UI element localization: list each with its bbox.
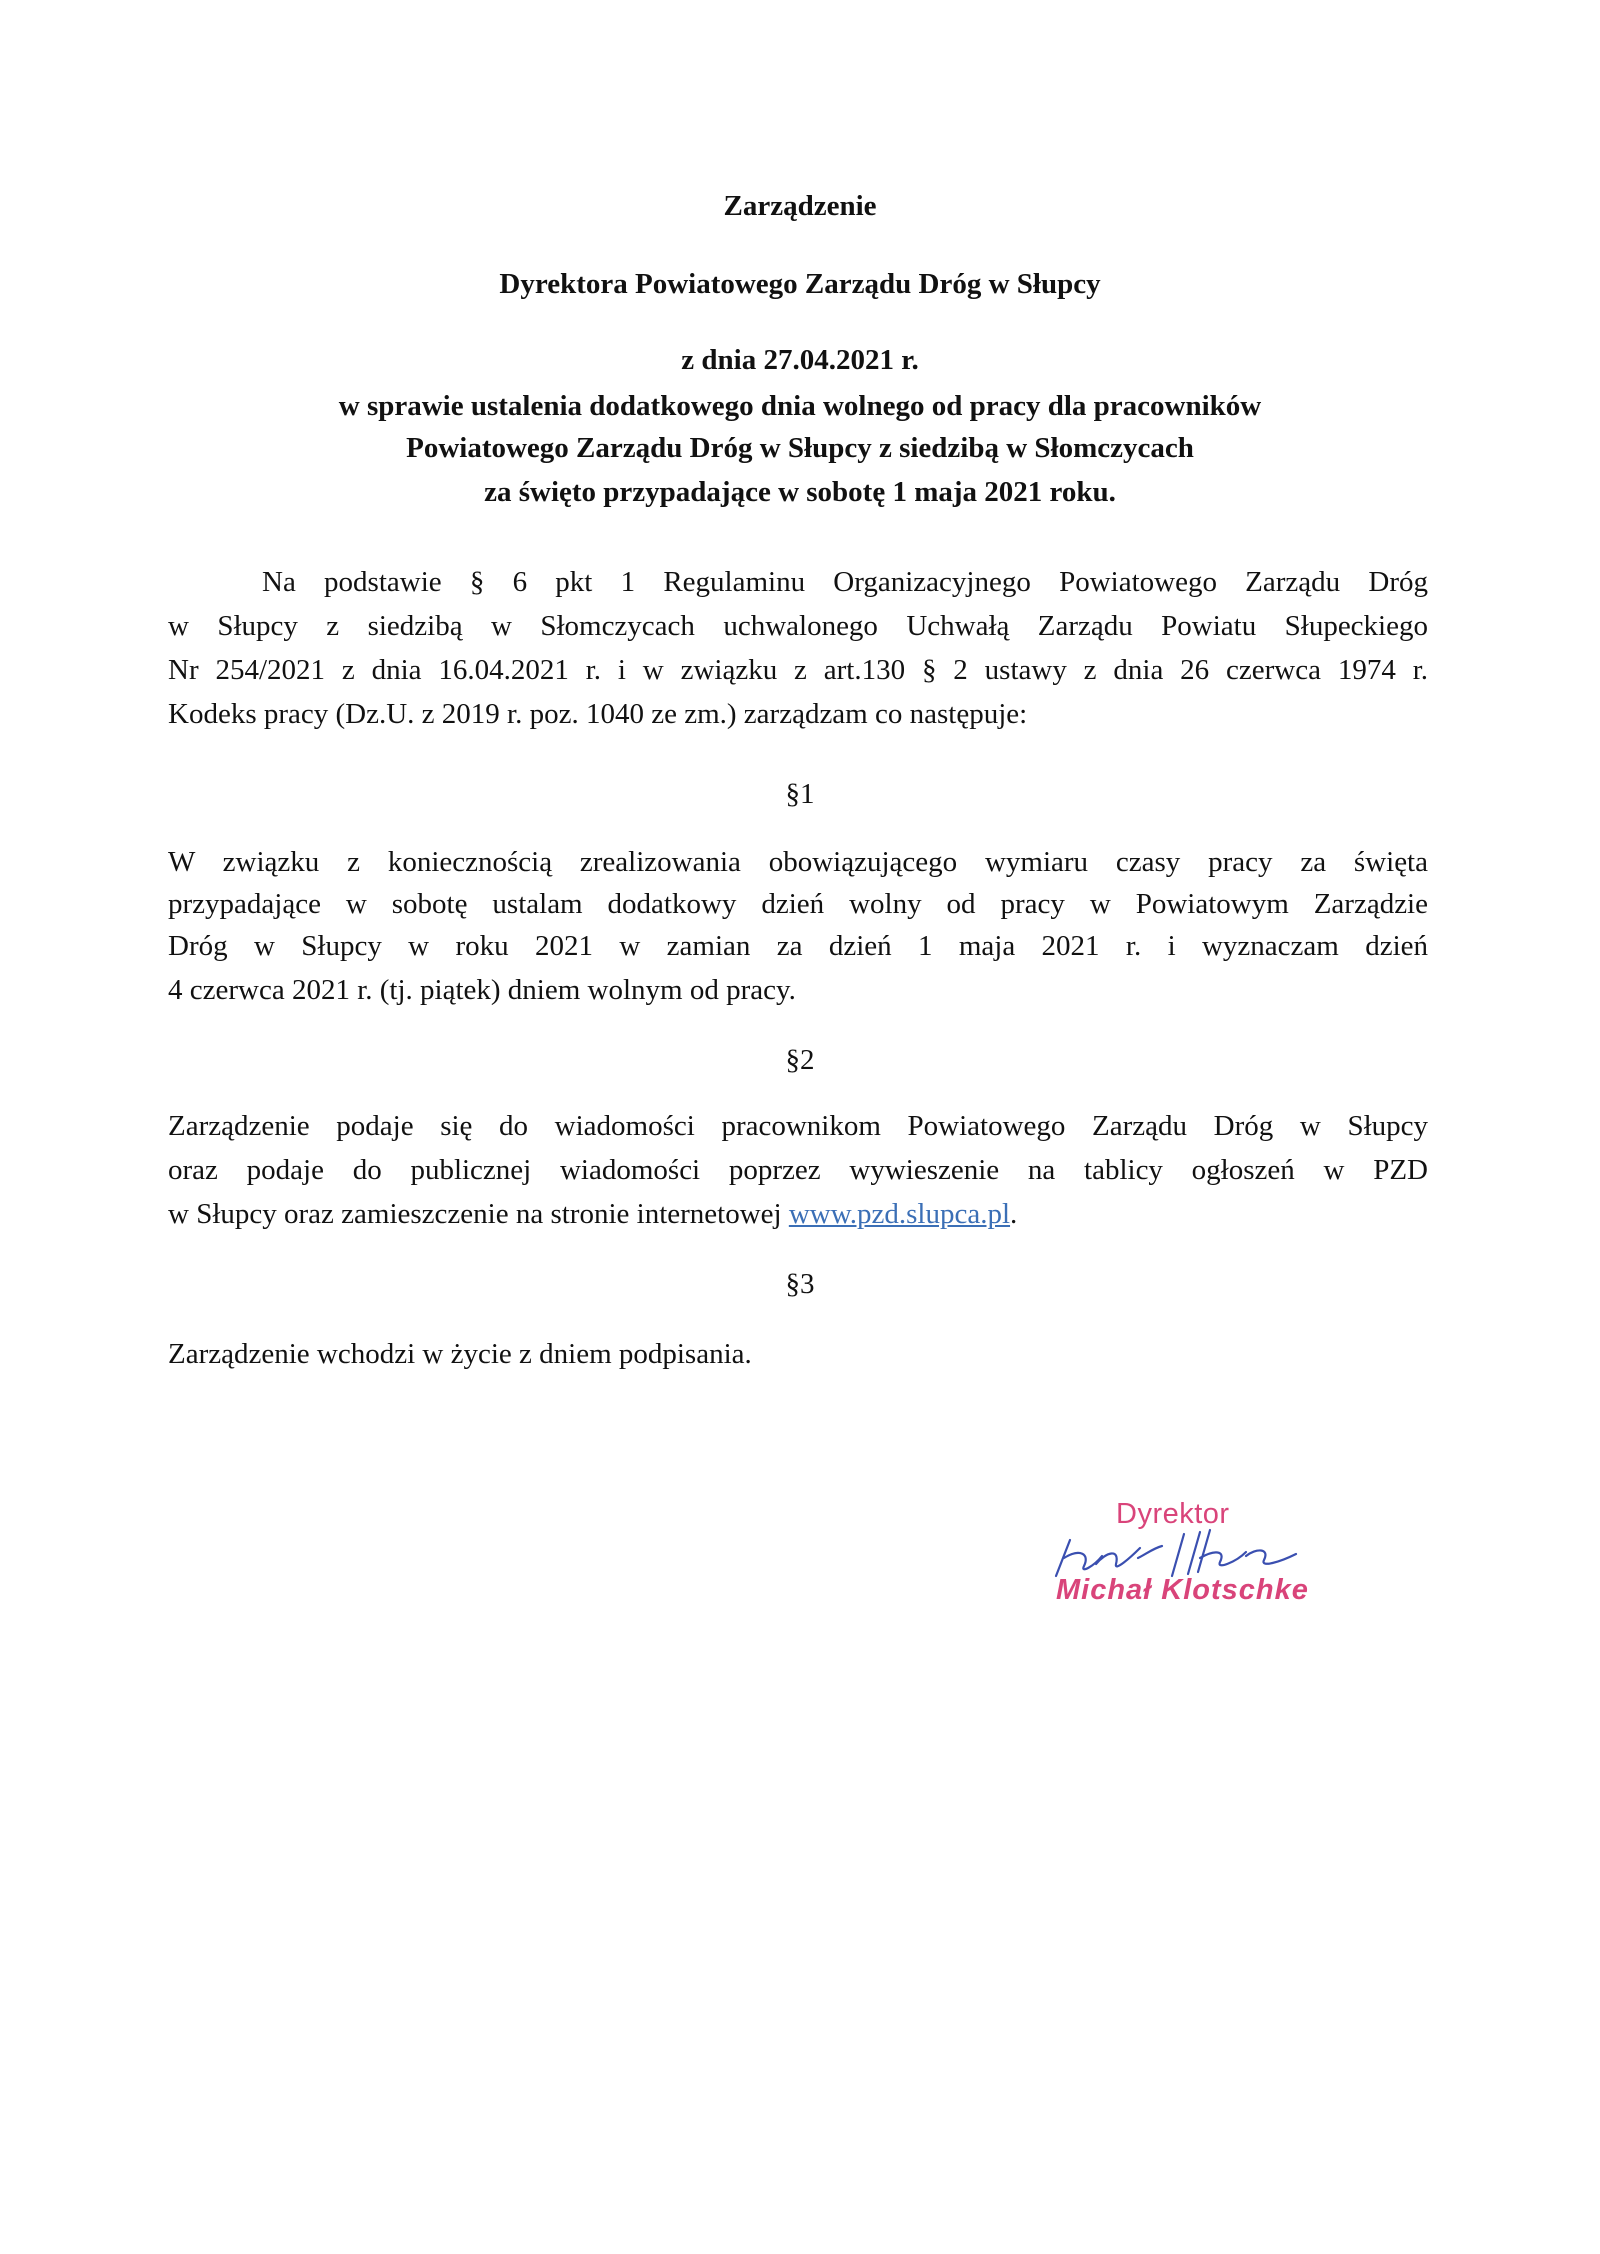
section-2-line-1: Zarządzenie podaje się do wiadomości pracownikom Powiatowego Zarządu Dróg w Słupcy bbox=[168, 1110, 1428, 1142]
section-2-line-2: oraz podaje do publicznej wiadomości poprzez wywieszenie na tablicy ogłoszeń w PZD bbox=[168, 1154, 1428, 1186]
document-date: z dnia 27.04.2021 r. bbox=[681, 344, 919, 376]
website-link[interactable]: www.pzd.slupca.pl bbox=[788, 1198, 1011, 1230]
document-issuer: Dyrektora Powiatowego Zarządu Dróg w Słupcy bbox=[499, 268, 1101, 300]
stamp-title: Dyrektor bbox=[1116, 1498, 1230, 1530]
section-2-mark: §2 bbox=[785, 1044, 815, 1076]
section-1-line-4: 4 czerwca 2021 r. (tj. piątek) dniem wolnym od pracy. bbox=[168, 974, 796, 1006]
preamble-line-3: Nr 254/2021 z dnia 16.04.2021 r. i w związku z art.130 § 2 ustawy z dnia 26 czerwca 1974 r. bbox=[168, 654, 1428, 686]
section-1-line-3: Dróg w Słupcy w roku 2021 w zamian za dzień 1 maja 2021 r. i wyznaczam dzień bbox=[168, 930, 1428, 962]
stamp-name: Michał Klotschke bbox=[1056, 1574, 1309, 1606]
section-2-line-3-suffix: . bbox=[1010, 1198, 1018, 1230]
section-3-mark: §3 bbox=[785, 1268, 815, 1300]
section-3-line-1: Zarządzenie wchodzi w życie z dniem podpisania. bbox=[168, 1338, 752, 1370]
document-subject-line-3: za święto przypadające w sobotę 1 maja 2021 roku. bbox=[484, 476, 1116, 508]
section-1-line-2: przypadające w sobotę ustalam dodatkowy dzień wolny od pracy w Powiatowym Zarządzie bbox=[168, 888, 1428, 920]
section-2-line-3 bbox=[168, 1194, 1428, 1234]
section-2-line-3-text: w Słupcy oraz zamieszczenie na stronie internetowej bbox=[168, 1198, 789, 1230]
section-1-line-1: W związku z koniecznością zrealizowania obowiązującego wymiaru czasy pracy za święta bbox=[168, 846, 1428, 878]
document-subject-line-2: Powiatowego Zarządu Dróg w Słupcy z siedzibą w Słomczycach bbox=[406, 432, 1194, 464]
preamble-line-1: Na podstawie § 6 pkt 1 Regulaminu Organizacyjnego Powiatowego Zarządu Dróg bbox=[262, 566, 1428, 598]
section-1-mark: §1 bbox=[785, 778, 815, 810]
document-title: Zarządzenie bbox=[723, 190, 877, 222]
document-subject-line-1: w sprawie ustalenia dodatkowego dnia wolnego od pracy dla pracowników bbox=[338, 390, 1262, 422]
preamble-line-4: Kodeks pracy (Dz.U. z 2019 r. poz. 1040 ze zm.) zarządzam co następuje: bbox=[168, 698, 1028, 730]
preamble-line-2: w Słupcy z siedzibą w Słomczycach uchwalonego Uchwałą Zarządu Powiatu Słupeckiego bbox=[168, 610, 1428, 642]
